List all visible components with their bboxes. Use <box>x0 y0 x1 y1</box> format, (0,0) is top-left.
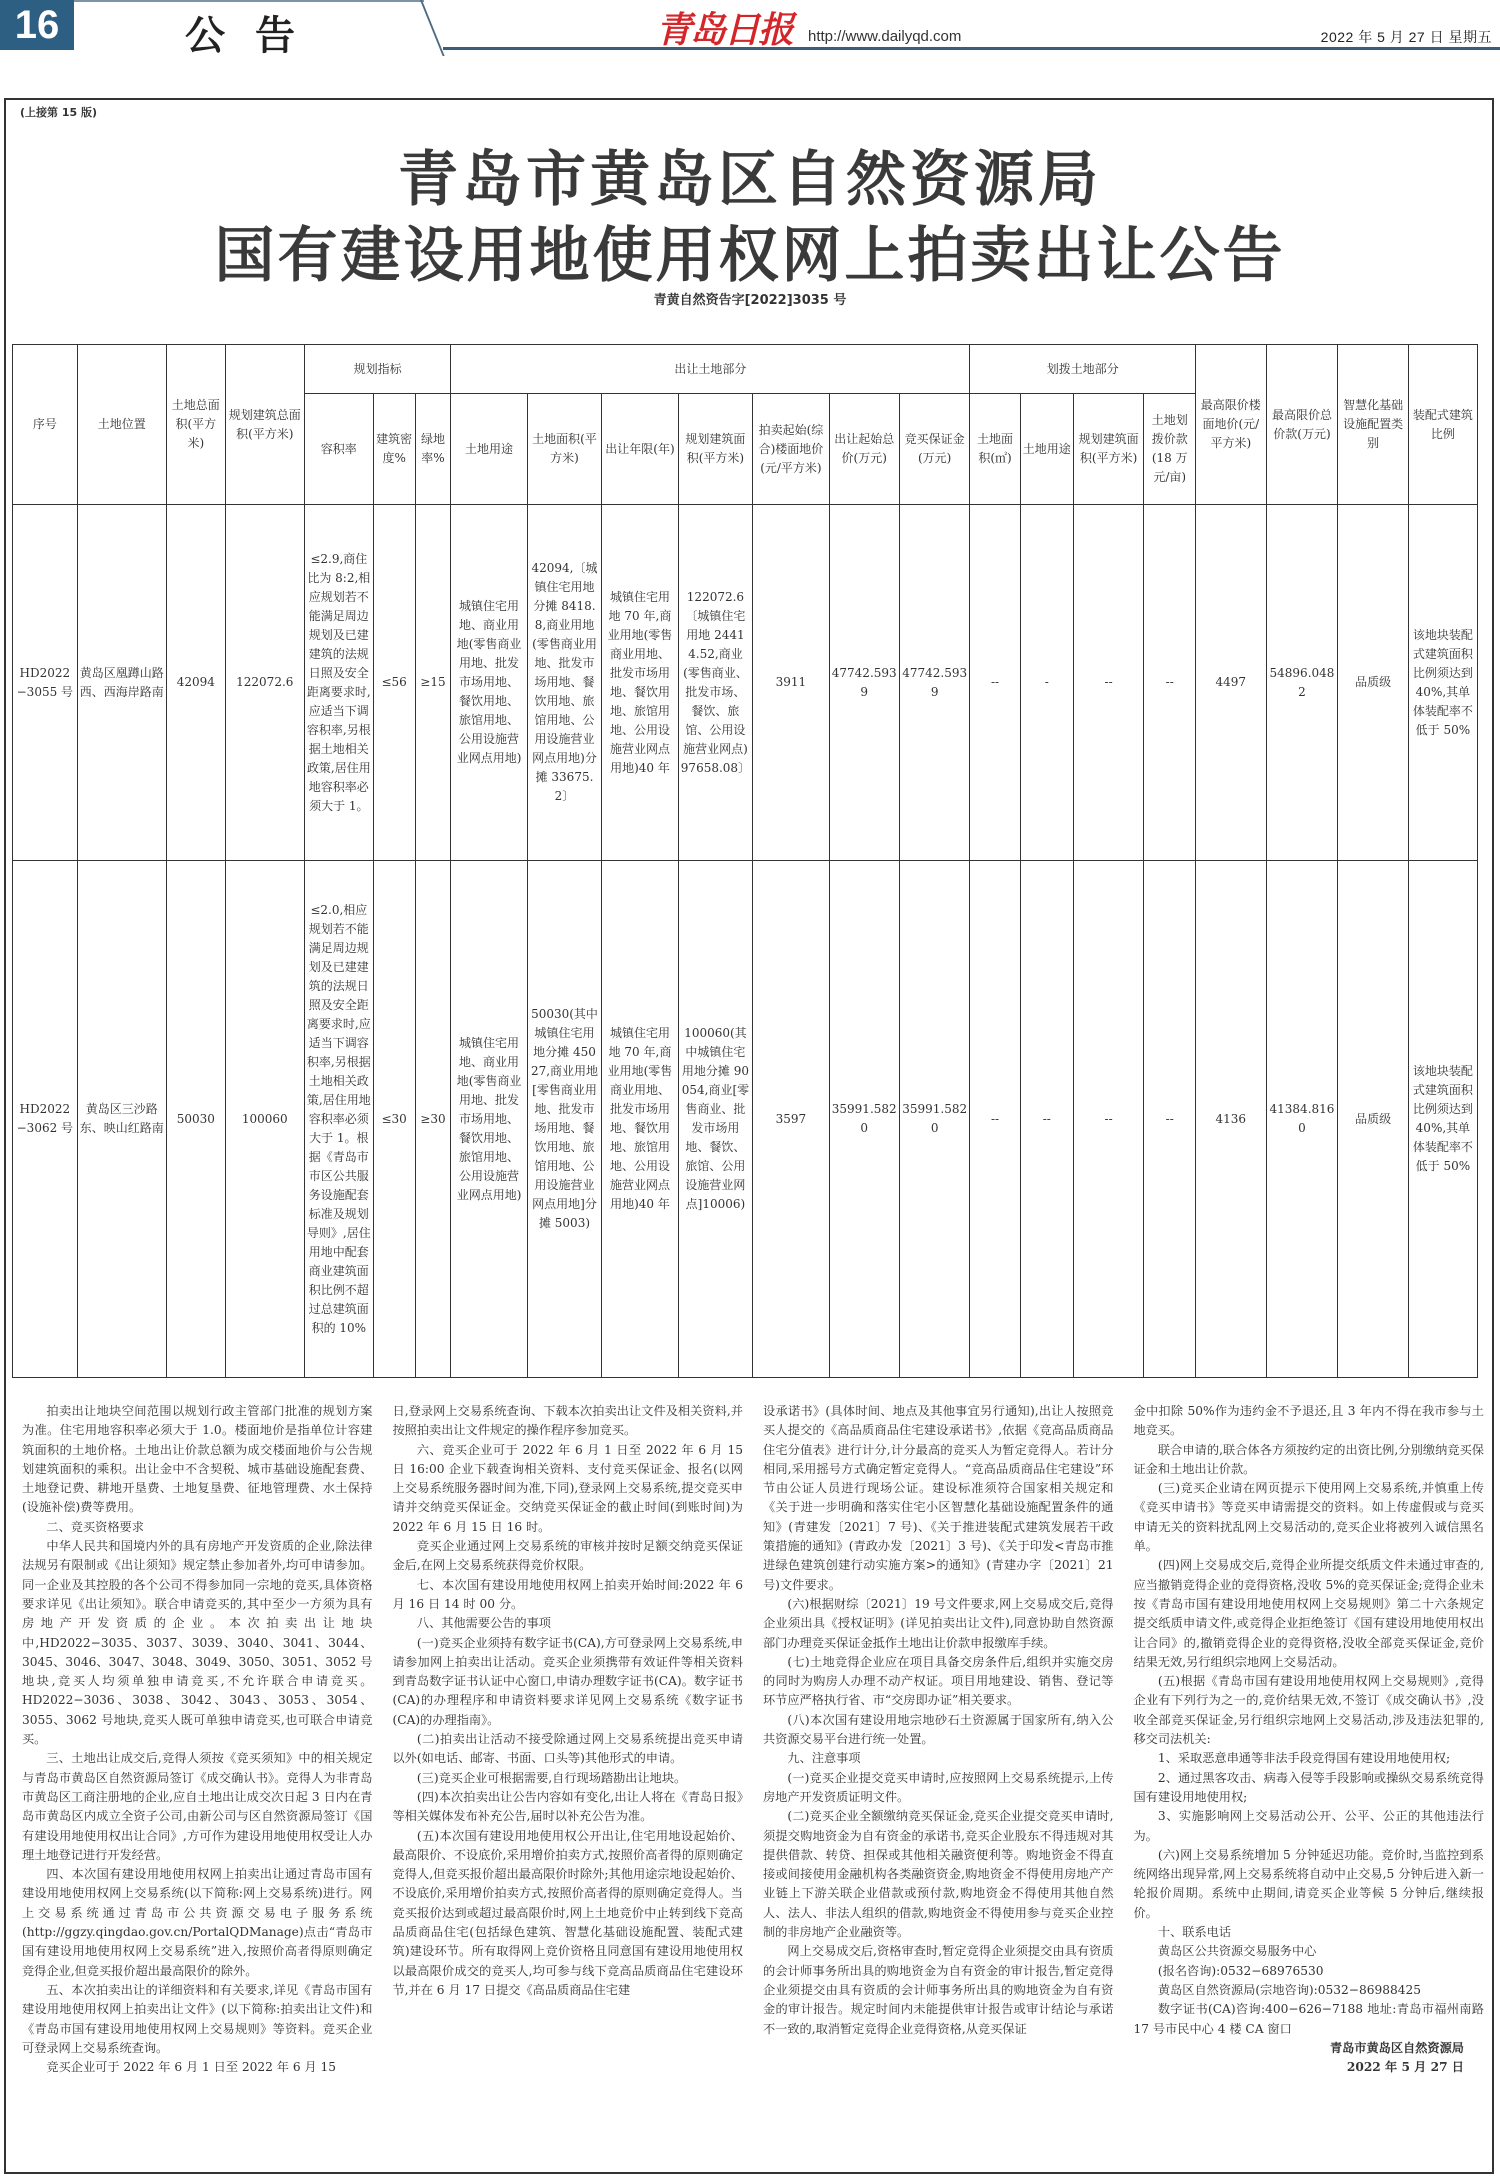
cell-smart-infra: 品质级 <box>1338 861 1408 1378</box>
masthead-slant-rule <box>420 0 445 56</box>
page-number: 16 <box>0 0 74 50</box>
paragraph: 金中扣除 50%作为违约金不予退还,且 3 年内不得在我市参与土地竞买。 <box>1133 1404 1484 1438</box>
land-parcel-table <box>12 344 1478 1378</box>
cell-start-total-price: 35991.5820 <box>829 861 899 1378</box>
cell-density: ≤56 <box>373 505 415 861</box>
paragraph: 竞买企业可于 2022 年 6 月 1 日至 2022 年 6 月 15 <box>46 2060 337 2075</box>
header-group-transfer: 出让土地部分 <box>451 345 970 394</box>
masthead-bottom-rule <box>443 47 1500 50</box>
cell-smart-infra: 品质级 <box>1338 505 1408 861</box>
header-deposit: 竞买保证金(万元) <box>899 394 969 505</box>
header-green: 绿地率% <box>415 394 451 505</box>
cell-seq: HD2022−3062 号 <box>13 861 78 1378</box>
header-alloc-price: 土地划拨价款(18 万元/亩) <box>1144 394 1196 505</box>
paragraph: 联合申请的,联合体各方须按约定的出资比例,分别缴纳竞买保证金和土地出让价款。 <box>1133 1442 1484 1476</box>
paragraph: 设承诺书》(具体时间、地点及其他事宜另行通知),出让人按照竞买人提交的《高品质商品住宅建设承诺书》,依据《竞高品质商品住宅分值表》进行计分,计分最高的竞买人为暂定竞得人。若计分相同,采用摇号方式确定暂定竞得人。“竞高品质商品住宅建设”环节由公证人员进行现场公证。建设标准须符合国家相关规定和《关于进一步明确和落实住宅小区智慧化基础设施配置条件的通知》(青建发〔2021〕7 号)、《关于推进装配式建筑发展若干政策措施的通知》(青政办发〔2021〕3 号)、《关于印发<青岛市推进绿色建筑创建行动实施方案>的通知》(青建办字〔2021〕21 号)文件要求。 <box>763 1404 1114 1592</box>
cell-deposit: 35991.5820 <box>899 861 969 1378</box>
paragraph: 3、实施影响网上交易活动公开、公平、公正的其他违法行为。 <box>1133 1809 1484 1843</box>
paragraph: 三、土地出让成交后,竞得人须按《竞买须知》中的相关规定与青岛市黄岛区自然资源局签订《成交确认书》。竞得人为非青岛市黄岛区工商注册地的企业,应自土地出让成交次日起 3 日内在青岛市黄岛区内成立全资子公司,由新公司与区自然资源局签订《国有建设用地使用权出让合同》,方可作为建设用地使用权受让人办理土地登记进行开发经营。 <box>22 1751 373 1862</box>
section-heading: 九、注意事项 <box>787 1751 861 1766</box>
cell-location: 黄岛区三沙路东、映山红路南 <box>77 861 166 1378</box>
notice-title-line2: 国有建设用地使用权网上拍卖出让公告 <box>214 221 1286 291</box>
paragraph: (三)竞买企业请在网页提示下使用网上交易系统,并慎重上传《竞买申请书》等竞买申请需提交的资料。如上传虚假或与竞买申请无关的资料扰乱网上交易活动的,竞买企业将被列入诚信黑名单。 <box>1133 1481 1484 1554</box>
paragraph: (四)本次拍卖出让公告内容如有变化,出让人将在《青岛日报》等相关媒体发布补充公告,届时以补充公告为准。 <box>392 1789 743 1824</box>
cell-total-area: 42094 <box>166 505 225 861</box>
header-prefab-ratio: 装配式建筑比例 <box>1408 345 1477 505</box>
cell-floor-area: 122072.6〔城镇住宅用地 24414.52,商业(零售商业、批发市场、餐饮、旅馆、公用设施营业网点)97658.08〕 <box>678 505 753 861</box>
section-title: 公告 <box>185 12 325 59</box>
cell-total-area: 50030 <box>166 861 225 1378</box>
header-density: 建筑密度% <box>373 394 415 505</box>
cell-max-total-price: 54896.0482 <box>1266 505 1338 861</box>
paragraph: 四、本次国有建设用地使用权网上拍卖出让通过青岛市国有建设用地使用权网上交易系统(以下简称:网上交易系统)进行。网上交易系统通过青岛市公共资源交易电子服务系统(http://ggzy.qingdao.gov.cn/PortalQDManage)点击“青岛市国有建设用地使用权网上交易系统”进入,按照价高者得原则确定竞得企业,但竞买报价超出最高限价的除外。 <box>22 1867 373 1978</box>
header-use: 土地用途 <box>451 394 527 505</box>
document-number: 青黄自然资告字[2022]3035 号 <box>653 293 847 308</box>
header-alloc-area: 土地面积(㎡) <box>970 394 1020 505</box>
header-land-area: 土地面积(平方米) <box>527 394 602 505</box>
paragraph: 1、采取恶意串通等非法手段竞得国有建设用地使用权; <box>1157 1751 1451 1766</box>
header-total-area: 土地总面积(平方米) <box>166 345 225 505</box>
header-total-floor-area: 规划建筑总面积(平方米) <box>225 345 304 505</box>
paragraph: (五)本次国有建设用地使用权公开出让,住宅用地设起始价、最高限价、不设底价,采用增价拍卖方式,按照价高者得的原则确定竞得人,但竞买报价超出最高限价时除外;其他用途宗地设起始价、不设底价,采用增价拍卖方式,按照价高者得的原则确定竞得人。当竞买报价达到或超过最高限价时,网上土地竞价中止转到线下竞高品质商品住宅(包括绿色建筑、智慧化基础设施配置、装配式建筑)建设环节。所有取得网上竞价资格且同意国有建设用地使用权以最高限价成交的竞买人,均可参与线下竞高品质商品住宅建设环节,并在 6 月 17 日提交《高品质商品住宅建 <box>392 1828 743 1997</box>
paragraph: (八)本次国有建设用地宗地砂石土资源属于国家所有,纳入公共资源交易平台进行统一处置。 <box>763 1712 1114 1747</box>
cell-prefab-ratio: 该地块装配式建筑面积比例须达到 40%,其单体装配率不低于 50% <box>1408 505 1477 861</box>
header-smart-infra: 智慧化基础设施配置类别 <box>1338 345 1408 505</box>
paragraph: (六)网上交易系统增加 5 分钟延迟功能。竞价时,当监控到系统网络出现异常,网上交易系统将自动中止交易,5 分钟后进入新一轮报价周期。系统中止期间,请竞买企业等候 5 分钟后,继续报价。 <box>1133 1847 1484 1920</box>
paragraph: (四)网上交易成交后,竞得企业所提交纸质文件未通过审查的,应当撤销竞得企业的竞得资格,没收 5%的竞买保证金;竞得企业未按《青岛市国有建设用地使用权网上交易规则》第二十六条规定提交纸质申请文件,或竞得企业拒绝签订《国有建设用地使用权出让合同》的,撤销竞得企业的竞得资格,没收全部竞买保证金,竞价结果无效,另行组织宗地网上交易活动。 <box>1133 1558 1484 1669</box>
paragraph: 竞买企业通过网上交易系统的审核并按时足额交纳竞买保证金后,在网上交易系统获得竞价权限。 <box>392 1539 743 1573</box>
section-heading: 十、联系电话 <box>1157 1925 1232 1940</box>
paragraph: 日,登录网上交易系统查询、下载本次拍卖出让文件及相关资料,并按照拍卖出让文件规定的操作程序参加竞买。 <box>392 1404 743 1438</box>
paragraph: (一)竞买企业提交竞买申请时,应按照网上交易系统提示,上传房地产开发资质证明文件。 <box>763 1770 1114 1804</box>
paragraph: (七)土地竞得企业应在项目具备交房条件后,组织并实施交房的同时为购房人办理不动产权证。项目用地建设、销售、登记等环节应严格执行省、市“交房即办证”相关要求。 <box>763 1654 1114 1708</box>
body-column-1 <box>22 1402 373 2162</box>
body-column-3 <box>763 1402 1114 2162</box>
table-row <box>13 861 1478 1378</box>
cell-density: ≤30 <box>373 861 415 1378</box>
paragraph: 拍卖出让地块空间范围以规划行政主管部门批准的规划方案为准。住宅用地容积率必须大于 1.0。楼面地价是指单位计容建筑面积的土地价格。土地出让价款总额为成交楼面地价与公告规划建筑面积的乘积。出让金中不含契税、城市基础设施配套费、土地登记费、耕地开垦费、土地复垦费、征地管理费、水土保持(设施补偿)费等费用。 <box>22 1404 373 1515</box>
cell-total-floor-area: 100060 <box>225 861 304 1378</box>
contact-line: 黄岛区公共资源交易服务中心 <box>1157 1944 1317 1959</box>
header-term: 出让年限(年) <box>602 394 678 505</box>
masthead <box>0 0 1500 60</box>
table-row <box>13 505 1478 861</box>
header-alloc-floor-area: 规划建筑面积(平方米) <box>1073 394 1143 505</box>
section-heading: 八、其他需要公告的事项 <box>416 1616 551 1631</box>
body-column-4 <box>1134 1402 1485 2162</box>
cell-far: ≤2.0,相应规划若不能满足周边规划及已建建筑的法规日照及安全距离要求时,应适当下调容积率,另根据土地相关政策,居住用地容积率必须大于 1。根据《青岛市市区公共服务设施配套标准及规划导则》,居住用地中配套商业建筑面积比例不超过总建筑面积的 10% <box>304 861 373 1378</box>
header-seq: 序号 <box>13 345 78 505</box>
signature-issuer: 青岛市黄岛区自然资源局 <box>1329 2040 1464 2055</box>
header-start-unit-price: 拍卖起始(综合)楼面地价(元/平方米) <box>753 394 829 505</box>
header-floor-area: 规划建筑面积(平方米) <box>678 394 753 505</box>
paragraph: 六、竞买企业可于 2022 年 6 月 1 日至 2022 年 6 月 15 日 16:00 企业下载查询相关资料、支付竞买保证金、报名(以网上交易系统服务器时间为准,下同),登录网上交易系统,提交竞买申请并交纳竞买保证金。交纳竞买保证金的截止时间(到账时间)为 2022 年 6 月 15 日 16 时。 <box>392 1442 743 1534</box>
cell-alloc-price: -- <box>1144 861 1196 1378</box>
cell-seq: HD2022−3055 号 <box>13 505 78 861</box>
cell-max-unit-price: 4136 <box>1196 861 1266 1378</box>
header-location: 土地位置 <box>77 345 166 505</box>
cell-green: ≥15 <box>415 505 451 861</box>
cell-alloc-floor-area: -- <box>1073 505 1143 861</box>
cell-total-floor-area: 122072.6 <box>225 505 304 861</box>
paragraph: 七、本次国有建设用地使用权网上拍卖开始时间:2022 年 6 月 16 日 14 时 00 分。 <box>392 1577 743 1611</box>
notice-body <box>22 1402 1484 2162</box>
cell-floor-area: 100060(其中城镇住宅用地分摊 90054,商业[零售商业、批发市场用地、餐饮、旅馆、公用设施营业网点]10006) <box>678 861 753 1378</box>
cell-land-area: 50030(其中城镇住宅用地分摊 45027,商业用地[零售商业用地、批发市场用地、餐饮用地、旅馆用地、公用设施营业网点用地]分摊 5003) <box>527 861 602 1378</box>
cell-start-total-price: 47742.5939 <box>829 505 899 861</box>
cell-land-area: 42094,〔城镇住宅用地分摊 8418.8,商业用地(零售商业用地、批发市场用地、餐饮用地、旅馆用地、公用设施营业网点用地)分摊 33675.2〕 <box>527 505 602 861</box>
continued-from-label: (上接第 15 版) <box>20 106 98 119</box>
signature-date: 2022 年 5 月 27 日 <box>1346 2060 1464 2075</box>
section-heading: 二、竞买资格要求 <box>46 1519 144 1534</box>
cell-deposit: 47742.5939 <box>899 505 969 861</box>
cell-alloc-use: -- <box>1020 861 1073 1378</box>
header-group-planning: 规划指标 <box>304 345 451 394</box>
cell-location: 黄岛区凰蹲山路西、西海岸路南 <box>77 505 166 861</box>
cell-use: 城镇住宅用地、商业用地(零售商业用地、批发市场用地、餐饮用地、旅馆用地、公用设施营业网点用地) <box>451 861 527 1378</box>
header-group-allocation: 划拨土地部分 <box>970 345 1196 394</box>
paragraph: (二)拍卖出让活动不接受除通过网上交易系统提出竞买申请以外(如电话、邮寄、书面、口头等)其他形式的申请。 <box>392 1732 743 1766</box>
cell-prefab-ratio: 该地块装配式建筑面积比例须达到 40%,其单体装配率不低于 50% <box>1408 861 1477 1378</box>
paragraph: 网上交易成交后,资格审查时,暂定竞得企业须提交由具有资质的会计师事务所出具的购地资金为自有资金的审计报告,暂定竞得企业须提交由具有资质的会计师事务所出具的购地资金为自有资金的审计报告。规定时间内未能提供审计报告或审计结论与承诺不一致的,取消暂定竞得企业竞得资格,从竞买保证 <box>763 1944 1114 2036</box>
website-url[interactable]: http://www.dailyqd.com <box>808 28 962 45</box>
paragraph: 五、本次拍卖出让的详细资料和有关要求,详见《青岛市国有建设用地使用权网上拍卖出让文件》(以下简称:拍卖出让文件)和《青岛市国有建设用地使用权网上交易规则》等资料。竞买企业可登录网上交易系统查询。 <box>22 1982 373 2055</box>
notice-title-line1: 青岛市黄岛区自然资源局 <box>398 145 1102 215</box>
cell-alloc-floor-area: -- <box>1073 861 1143 1378</box>
paragraph: 中华人民共和国境内外的具有房地产开发资质的企业,除法律法规另有限制或《出让须知》规定禁止参加者外,均可申请参加。同一企业及其控股的各个公司不得参加同一宗地的竞买,具体资格要求详见《出让须知》。联合申请竞买的,其中至少一方须为具有房地产开发资质的企业。本次拍卖出让地块中,HD2022−3035、3037、3039、3040、3041、3044、3045、3046、3047、3048、3049、3050、3051、3052 号地块,竞买人均须单独申请竞买,不允许联合申请竞买。HD2022−3036、3038、3042、3043、3053、3054、3055、3062 号地块,竞买人既可单独申请竞买,也可联合申请竞买。 <box>22 1539 373 1747</box>
newspaper-logo: 青岛日报 <box>656 9 793 51</box>
cell-alloc-area: -- <box>970 505 1020 861</box>
paragraph: (五)根据《青岛市国有建设用地使用权网上交易规则》,竞得企业有下列行为之一的,竞价结果无效,不签订《成交确认书》,没收全部竞买保证金,另行组织宗地网上交易活动,涉及违法犯罪的,移交司法机关: <box>1133 1674 1484 1747</box>
header-far: 容积率 <box>304 394 373 505</box>
cell-alloc-price: -- <box>1144 505 1196 861</box>
contact-line: (报名咨询):0532−68976530 <box>1157 1963 1324 1978</box>
paragraph: (三)竞买企业可根据需要,自行现场踏勘出让地块。 <box>416 1770 687 1785</box>
cell-max-unit-price: 4497 <box>1196 505 1266 861</box>
issue-date: 2022 年 5 月 27 日 星期五 <box>1320 29 1492 45</box>
cell-green: ≥30 <box>415 861 451 1378</box>
cell-alloc-area: -- <box>970 861 1020 1378</box>
cell-term: 城镇住宅用地 70 年,商业用地(零售商业用地、批发市场用地、餐饮用地、旅馆用地、公用设施营业网点用地)40 年 <box>602 861 678 1378</box>
paragraph: 2、通过黑客攻击、病毒入侵等手段影响或操纵交易系统竞得国有建设用地使用权; <box>1133 1770 1484 1804</box>
cell-max-total-price: 41384.8160 <box>1266 861 1338 1378</box>
contact-line: 数字证书(CA)咨询:400−626−7188 地址:青岛市福州南路 17 号市民中心 4 楼 CA 窗口 <box>1133 2002 1484 2036</box>
paragraph: (二)竞买企业全额缴纳竞买保证金,竞买企业提交竞买申请时,须提交购地资金为自有资金的承诺书,竞买企业股东不得违规对其提供借款、转贷、担保或其他相关融资便利等。购地资金不得直接或间接使用金融机构各类融资资金,购地资金不得使用房地产产业链上下游关联企业借款或预付款,购地资金不得使用其他自然人、法人、非法人组织的借款,购地资金不得使用参与竞买企业控制的非房地产企业融资等。 <box>763 1809 1114 1940</box>
paragraph: (六)根据财综〔2021〕19 号文件要求,网上交易成交后,竞得企业须出具《授权证明》(详见拍卖出让文件),同意协助自然资源部门办理竞买保证金抵作土地出让价款申报缴库手续。 <box>763 1596 1114 1650</box>
paragraph: (一)竞买企业须持有数字证书(CA),方可登录网上交易系统,申请参加网上拍卖出让活动。竞买企业须携带有效证件等相关资料到青岛数字证书认证中心窗口,申请办理数字证书(CA)。数字证书(CA)的办理程序和申请资料要求详见网上交易系统《数字证书(CA)的办理指南》。 <box>392 1635 743 1727</box>
table-header-row-1 <box>13 345 1478 394</box>
cell-far: ≤2.9,商住比为 8:2,相应规划若不能满足周边规划及已建建筑的法规日照及安全距离要求时,应适当下调容积率,另根据土地相关政策,居住用地容积率必须大于 1。 <box>304 505 373 861</box>
body-column-2 <box>393 1402 744 2162</box>
header-max-total-price: 最高限价总价款(万元) <box>1266 345 1338 505</box>
header-alloc-use: 土地用途 <box>1020 394 1073 505</box>
contact-line: 黄岛区自然资源局(宗地咨询):0532−86988425 <box>1157 1982 1422 1997</box>
cell-start-unit-price: 3597 <box>753 861 829 1378</box>
header-start-total-price: 出让起始总价(万元) <box>829 394 899 505</box>
cell-alloc-use: - <box>1020 505 1073 861</box>
cell-use: 城镇住宅用地、商业用地(零售商业用地、批发市场用地、餐饮用地、旅馆用地、公用设施营业网点用地) <box>451 505 527 861</box>
header-max-unit-price: 最高限价楼面地价(元/平方米) <box>1196 345 1266 505</box>
masthead-top-rule <box>74 0 424 2</box>
cell-start-unit-price: 3911 <box>753 505 829 861</box>
cell-term: 城镇住宅用地 70 年,商业用地(零售商业用地、批发市场用地、餐饮用地、旅馆用地、公用设施营业网点用地)40 年 <box>602 505 678 861</box>
